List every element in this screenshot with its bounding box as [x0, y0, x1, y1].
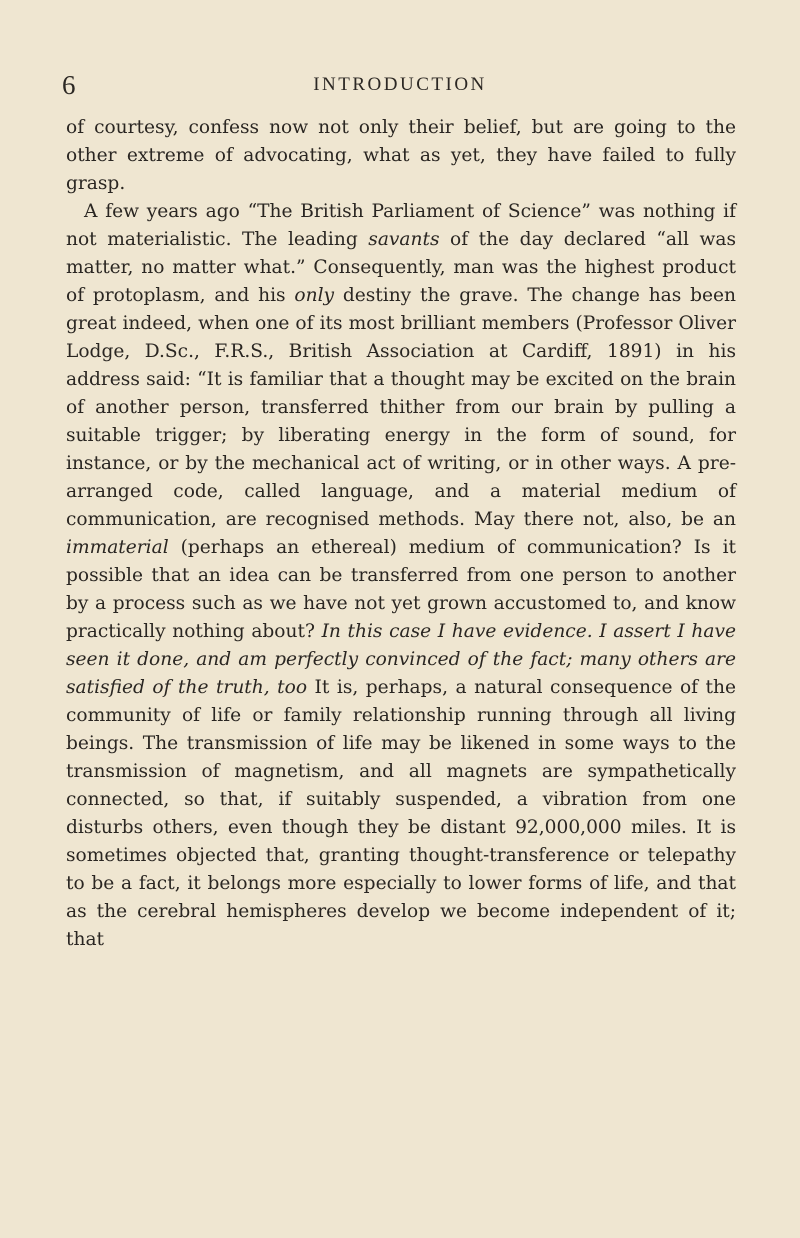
text-segment: A few years ago “The British Parliament of Science” was nothing if not materialistic. The leading [66, 201, 736, 250]
paragraph-1 [66, 114, 736, 198]
text-segment: of courtesy, confess now not only their belief, but are going to the other extreme of advocating, what as yet, they have failed to fully grasp. [66, 117, 736, 194]
text-segment: It is, perhaps, a natural consequence of the community of life or family relationship running through all living beings. The transmission of life may be likened in some ways to the transmission of magnetism, and all magnets are sympathetically connected, so that, if suitably suspended, a vibration from one disturbs others, even though they be distant 92,000,000 miles. It is sometimes objected that, granting thought-transference or telepathy to be a fact, it belongs more especially to lower forms of life, and that as the cerebral hemispheres develop we become independent of it; that [66, 677, 736, 950]
text-segment: of the day declared “all was matter, no matter what.” Consequently, man was the highest product of protoplasm, and his [66, 229, 736, 306]
text-segment: destiny the grave. The change has been great indeed, when one of its most brilliant members (Professor Oliver Lodge, D.Sc., F.R.S., British Association at Cardiff, 1891) in his address said: “It is familiar that a thought may be excited on the brain of another person, transferred thither from our brain by pulling a suitable trigger; by liberating energy in the form of sound, for instance, or by the mechanical act of writing, or in other ways. A pre-arranged code, called language, and a material medium of communication, are recognised methods. May there not, also, be an [66, 285, 736, 530]
italic-segment: In this case I have evidence. I assert I have seen it done, and am perfectly convinced of the fact; many others are satisfied of the truth, too [66, 621, 736, 698]
italic-segment: only [294, 285, 335, 306]
page-number: 6 [62, 70, 76, 100]
chapter-title: INTRODUCTION [313, 74, 487, 95]
paragraph-2 [66, 198, 736, 954]
italic-segment: immaterial [66, 537, 169, 558]
body-text [66, 114, 736, 954]
running-head [0, 70, 800, 106]
text-segment: (perhaps an ethereal) medium of communication? Is it possible that an idea can be transferred from one person to another by a process such as we have not yet grown accustomed to, and know practically nothing about? [66, 537, 736, 642]
italic-segment: savants [368, 229, 440, 250]
